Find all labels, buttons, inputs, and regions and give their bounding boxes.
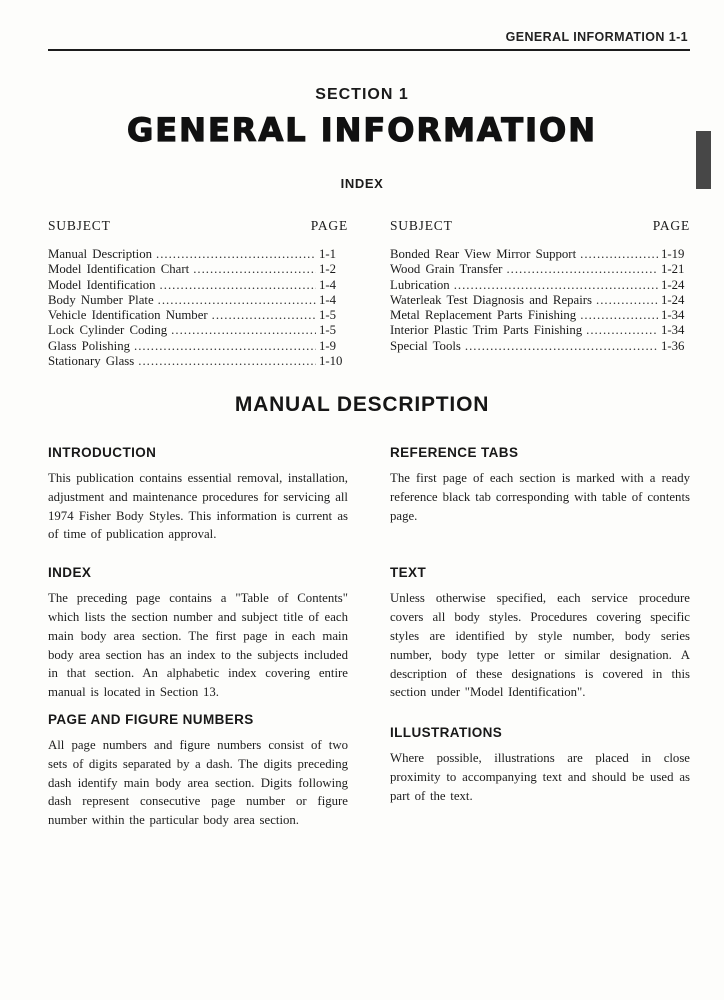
toc-right-column	[390, 218, 690, 369]
toc-entry-page: 1-34	[661, 323, 685, 338]
section-introduction	[48, 445, 348, 544]
toc-entry-page: 1-34	[661, 308, 685, 323]
toc-entry-title: Stationary Glass	[48, 354, 135, 369]
section-heading: INDEX	[48, 565, 92, 581]
toc-entry-page: 1-2	[319, 262, 337, 277]
dot-leader	[134, 339, 316, 354]
dot-leader	[193, 262, 316, 277]
dot-leader	[580, 247, 658, 262]
toc-entry-title: Vehicle Identification Number	[48, 308, 208, 323]
toc-entry	[390, 308, 690, 323]
article-heading: MANUAL DESCRIPTION	[234, 393, 490, 416]
article-body	[48, 437, 690, 830]
toc-entry-title: Waterleak Test Diagnosis and Repairs	[390, 292, 593, 307]
section-heading: PAGE AND FIGURE NUMBERS	[48, 711, 254, 727]
section-body: Unless otherwise specified, each service procedure covers all body styles. Procedures covering specific styles are identified by style number, body series number, body type letter or similar designation. A description of these designations is covered in this section under "Model Identification".	[390, 591, 690, 700]
toc-entry-title: Metal Replacement Parts Finishing	[390, 308, 577, 323]
toc-entry-page: 1-36	[661, 338, 685, 353]
section-body: Where possible, illustrations are placed in close proximity to accompanying text and should be used as part of the text.	[390, 751, 690, 803]
toc-column-header	[48, 218, 348, 234]
dot-leader	[454, 278, 658, 293]
toc-entry	[48, 323, 348, 338]
table-of-contents	[48, 218, 690, 369]
section-reference-tabs	[390, 445, 690, 525]
section-page-and-figure-numbers	[48, 712, 348, 830]
dot-leader	[586, 323, 658, 338]
toc-entry	[48, 247, 348, 262]
dot-leader	[580, 308, 658, 323]
toc-entry-page: 1-9	[319, 338, 337, 353]
toc-entry	[48, 293, 348, 308]
toc-entry	[48, 354, 348, 369]
toc-entry-page: 1-24	[661, 277, 685, 292]
toc-entry-title: Model Identification Chart	[48, 262, 190, 277]
toc-entry	[48, 308, 348, 323]
running-header: GENERAL INFORMATION 1-1	[505, 30, 688, 44]
section-illustrations	[390, 725, 690, 805]
toc-entry-page: 1-19	[661, 247, 685, 261]
section-body: This publication contains essential removal, installation, adjustment and maintenance procedures for servicing all 1974 Fisher Body Styles. This information is current as of time of publication approval.	[48, 471, 348, 542]
section-body: All page numbers and figure numbers consist of two sets of digits separated by a dash. The digits preceding dash identify main body area section. Digits following dash represent consecutive page number or figure number within the particular body area section.	[48, 737, 348, 828]
toc-entry-page: 1-21	[661, 262, 685, 277]
toc-entry-title: Model Identification	[48, 277, 156, 292]
toc-entry	[390, 262, 690, 277]
dot-leader	[171, 323, 316, 338]
toc-entry-page: 1-24	[661, 292, 685, 307]
section-heading: INTRODUCTION	[48, 445, 157, 460]
toc-entry-title: Special Tools	[390, 338, 461, 353]
toc-entry-page: 1-4	[319, 292, 337, 307]
toc-entry-title: Lubrication	[390, 277, 450, 292]
toc-entry-title: Lock Cylinder Coding	[48, 323, 168, 338]
section-text	[390, 565, 690, 702]
subject-header: SUBJECT	[390, 218, 453, 233]
section-index	[48, 565, 348, 702]
dot-leader	[138, 354, 316, 369]
toc-left-column	[48, 218, 348, 369]
dot-leader	[465, 339, 658, 354]
toc-entry-page: 1-5	[319, 308, 337, 323]
toc-entry	[390, 339, 690, 354]
dot-leader	[212, 308, 316, 323]
toc-entry-title: Bonded Rear View Mirror Support	[390, 247, 577, 261]
toc-column-header	[390, 218, 690, 234]
header-rule	[48, 49, 690, 51]
page-header: PAGE	[652, 218, 690, 233]
article-left-column	[48, 437, 348, 830]
page-header: PAGE	[310, 218, 348, 233]
toc-entry	[390, 323, 690, 338]
toc-entry-title: Body Number Plate	[48, 292, 154, 307]
toc-entry	[48, 262, 348, 277]
toc-entry-title: Glass Polishing	[48, 338, 130, 353]
toc-entry-page: 1-1	[319, 247, 337, 261]
section-heading: ILLUSTRATIONS	[390, 725, 503, 741]
section-heading: REFERENCE TABS	[390, 445, 519, 460]
section-body: The preceding page contains a "Table of Contents" which lists the section number and subject title of each main body area section. The first page in each main body area section has an index to the subjects included in that section. An alphabetic index covering entire manual is located in Section 13.	[48, 591, 348, 700]
toc-entry-title: Interior Plastic Trim Parts Finishing	[390, 323, 583, 338]
article-right-column	[390, 437, 690, 830]
toc-entry	[48, 339, 348, 354]
toc-entry	[390, 247, 690, 262]
toc-entry	[390, 293, 690, 308]
toc-entry-page: 1-10	[319, 354, 343, 369]
dot-leader	[156, 247, 316, 262]
section-body: The first page of each section is marked with a ready reference black tab corresponding with table of contents page.	[390, 471, 690, 523]
section-heading: TEXT	[390, 565, 427, 581]
toc-entry-page: 1-5	[319, 323, 337, 338]
index-heading: INDEX	[340, 176, 384, 191]
dot-leader	[160, 278, 316, 293]
toc-entry-title: Manual Description	[48, 247, 152, 261]
section-label: SECTION 1	[315, 86, 409, 103]
page-title: GENERAL INFORMATION	[127, 111, 597, 149]
toc-entry	[390, 278, 690, 293]
toc-entry	[48, 278, 348, 293]
dot-leader	[596, 293, 658, 308]
toc-entry-title: Wood Grain Transfer	[390, 262, 503, 277]
dot-leader	[506, 262, 658, 277]
subject-header: SUBJECT	[48, 218, 111, 233]
dot-leader	[158, 293, 316, 308]
toc-entry-page: 1-4	[319, 277, 337, 292]
